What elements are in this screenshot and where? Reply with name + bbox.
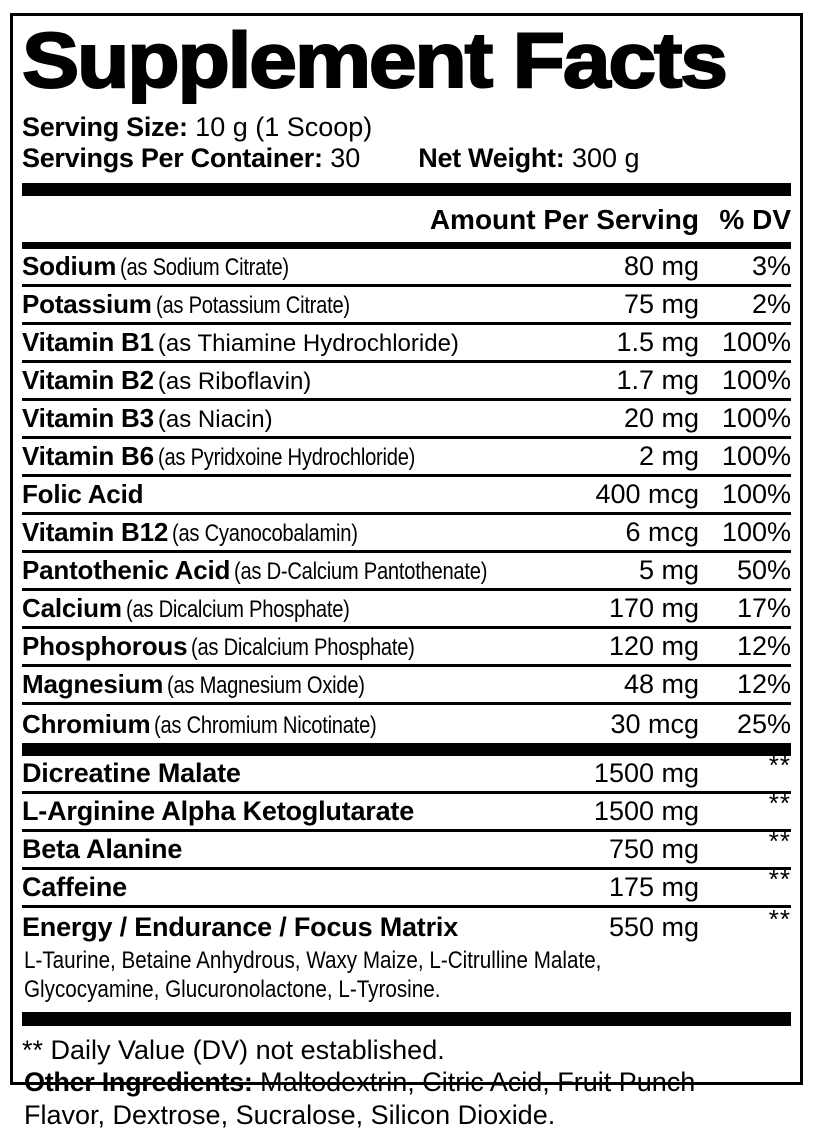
nutrient-source: (as Potassium Citrate) — [155, 292, 350, 319]
blend-row — [22, 788, 791, 832]
nutrient-row — [22, 477, 791, 515]
column-headers — [22, 196, 791, 242]
amount-value: 30 mcg — [610, 708, 699, 739]
nutrient-name-cell — [22, 289, 581, 320]
servings-net-weight-line — [22, 143, 791, 174]
serving-size-label: Serving Size: — [22, 112, 188, 142]
nutrient-row — [22, 363, 791, 401]
amount-value: 400 mcg — [595, 479, 699, 509]
net-weight-value: 300 g — [571, 143, 640, 173]
serving-size-value: 10 g (1 Scoop) — [195, 112, 373, 142]
amount-value: 120 mg — [608, 631, 699, 661]
medium-divider — [22, 242, 791, 249]
nutrient-source: (as Niacin) — [157, 406, 273, 433]
panel-title: Supplement Facts — [22, 16, 726, 104]
dv-asterisks: ** — [768, 864, 791, 894]
blend-row — [22, 750, 791, 794]
ingredient-name: Beta Alanine — [22, 834, 183, 864]
amount-value: 750 mg — [608, 834, 699, 864]
amount-value: 175 mg — [608, 872, 699, 902]
net-weight-label: Net Weight: — [418, 143, 565, 173]
nutrient-row — [22, 287, 791, 325]
nutrient-source: (as Sodium Citrate) — [120, 254, 290, 281]
nutrient-row — [22, 705, 791, 743]
nutrient-name: Pantothenic Acid — [22, 555, 231, 585]
amount-value: 1500 mg — [593, 758, 699, 788]
nutrient-row — [22, 667, 791, 705]
ingredient-name-cell — [22, 834, 581, 865]
nutrient-name-cell — [22, 631, 581, 662]
amount-value: 48 mg — [623, 669, 699, 699]
nutrient-source: (as Riboflavin) — [157, 368, 312, 395]
ingredient-name-cell — [22, 912, 581, 943]
nutrient-name-cell — [22, 403, 581, 434]
nutrient-name-cell — [22, 251, 581, 282]
amount-value: 1500 mg — [593, 796, 699, 826]
ingredient-name-cell — [22, 796, 581, 827]
nutrient-name-cell — [22, 555, 581, 586]
nutrient-name: Phosphorous — [22, 631, 188, 661]
amount-per-serving-header: Amount Per Serving — [429, 204, 699, 235]
nutrient-name: Vitamin B12 — [22, 517, 169, 547]
blend-note-line: L-Taurine, Betaine Anhydrous, Waxy Maize, L-Citrulline Malate, — [24, 947, 602, 974]
servings-value: 30 — [330, 143, 361, 173]
dv-asterisks: ** — [768, 750, 791, 780]
nutrient-row — [22, 325, 791, 363]
ingredient-name: L-Arginine Alpha Ketoglutarate — [22, 796, 415, 826]
nutrient-name-cell — [22, 709, 581, 740]
dv-asterisks: ** — [768, 903, 791, 934]
net-weight — [418, 143, 639, 174]
other-ingredients-value: Maltodextrin, Citric Acid, Fruit Punch Flavor, Dextrose, Sucralose, Silicon Dioxide. — [24, 1067, 696, 1130]
amount-value: 1.5 mg — [616, 327, 699, 357]
dv-value: 100% — [721, 365, 791, 395]
nutrient-name-cell — [22, 669, 581, 700]
nutrient-source: (as Dicalcium Phosphate) — [125, 596, 350, 623]
dv-value: 3% — [751, 251, 791, 281]
dv-value: 2% — [751, 289, 791, 319]
nutrient-row — [22, 629, 791, 667]
blend-ingredient-note — [24, 946, 791, 1004]
dv-value: 12% — [736, 669, 791, 699]
nutrient-name: Calcium — [22, 593, 122, 623]
amount-value: 2 mg — [638, 441, 699, 471]
nutrient-name-cell — [22, 517, 581, 548]
nutrient-name: Vitamin B2 — [22, 365, 154, 395]
nutrient-source: (as D-Calcium Pantothenate) — [234, 558, 488, 585]
dv-value: 17% — [736, 593, 791, 623]
dv-asterisks: ** — [768, 788, 791, 818]
amount-value: 6 mcg — [625, 517, 699, 547]
nutrient-name: Sodium — [22, 251, 117, 281]
serving-size-line — [22, 112, 791, 143]
amount-value: 75 mg — [623, 289, 699, 319]
dv-value: 100% — [721, 517, 791, 547]
nutrient-name: Chromium — [22, 708, 151, 739]
nutrient-name-cell — [22, 327, 581, 358]
nutrient-name: Vitamin B1 — [22, 327, 154, 357]
nutrient-source: (as Dicalcium Phosphate) — [191, 634, 416, 661]
nutrient-source: (as Magnesium Oxide) — [167, 672, 365, 699]
nutrient-name: Vitamin B6 — [22, 441, 154, 471]
nutrient-source: (as Pyridxoine Hydrochloride) — [157, 444, 416, 471]
dv-value: 100% — [721, 441, 791, 471]
nutrient-name-cell — [22, 593, 581, 624]
dv-value: 25% — [736, 708, 791, 739]
amount-value: 550 mg — [608, 911, 699, 942]
blend-row — [22, 826, 791, 870]
blend-note-line: Glycocyamine, Glucuronolactone, L-Tyrosine. — [24, 976, 441, 1003]
dv-footnote: ** Daily Value (DV) not established. — [22, 1035, 445, 1065]
ingredient-name-cell — [22, 872, 581, 903]
nutrient-row — [22, 515, 791, 553]
nutrient-row — [22, 439, 791, 477]
blend-row — [22, 903, 791, 946]
nutrient-row — [22, 553, 791, 591]
dv-value: 100% — [721, 327, 791, 357]
dv-value: 100% — [721, 403, 791, 433]
ingredient-name-cell — [22, 758, 581, 789]
blend-row — [22, 864, 791, 908]
supplement-facts-panel — [10, 13, 803, 1085]
ingredient-name: Dicreatine Malate — [22, 758, 241, 788]
other-ingredients-label: Other Ingredients: — [24, 1067, 253, 1097]
nutrient-name: Potassium — [22, 289, 152, 319]
nutrient-source: (as Thiamine Hydrochloride) — [157, 330, 459, 357]
thick-divider — [22, 183, 791, 196]
amount-value: 1.7 mg — [616, 365, 699, 395]
nutrient-name: Folic Acid — [22, 479, 144, 509]
nutrient-name: Magnesium — [22, 669, 164, 699]
nutrient-name-cell — [22, 441, 581, 472]
nutrient-name-cell — [22, 479, 581, 510]
nutrient-name-cell — [22, 365, 581, 396]
other-ingredients — [24, 1066, 770, 1132]
dv-value: 50% — [736, 555, 791, 585]
nutrient-source: (as Chromium Nicotinate) — [154, 711, 377, 739]
amount-value: 170 mg — [608, 593, 699, 623]
dv-value: 12% — [736, 631, 791, 661]
ingredient-name: Energy / Endurance / Focus Matrix — [22, 911, 459, 942]
nutrient-row — [22, 401, 791, 439]
nutrient-row — [22, 249, 791, 287]
percent-dv-header: % DV — [719, 204, 791, 235]
servings-per-container — [22, 143, 360, 174]
nutrient-name: Vitamin B3 — [22, 403, 154, 433]
nutrient-source: (as Cyanocobalamin) — [172, 520, 358, 547]
dv-asterisks: ** — [768, 826, 791, 856]
ingredient-name: Caffeine — [22, 872, 127, 902]
amount-value: 5 mg — [638, 555, 699, 585]
nutrient-row — [22, 591, 791, 629]
thick-divider — [22, 743, 791, 756]
amount-value: 20 mg — [623, 403, 699, 433]
thick-divider — [22, 1012, 791, 1026]
servings-label: Servings Per Container: — [22, 143, 323, 173]
dv-value: 100% — [721, 479, 791, 509]
amount-value: 80 mg — [623, 251, 699, 281]
